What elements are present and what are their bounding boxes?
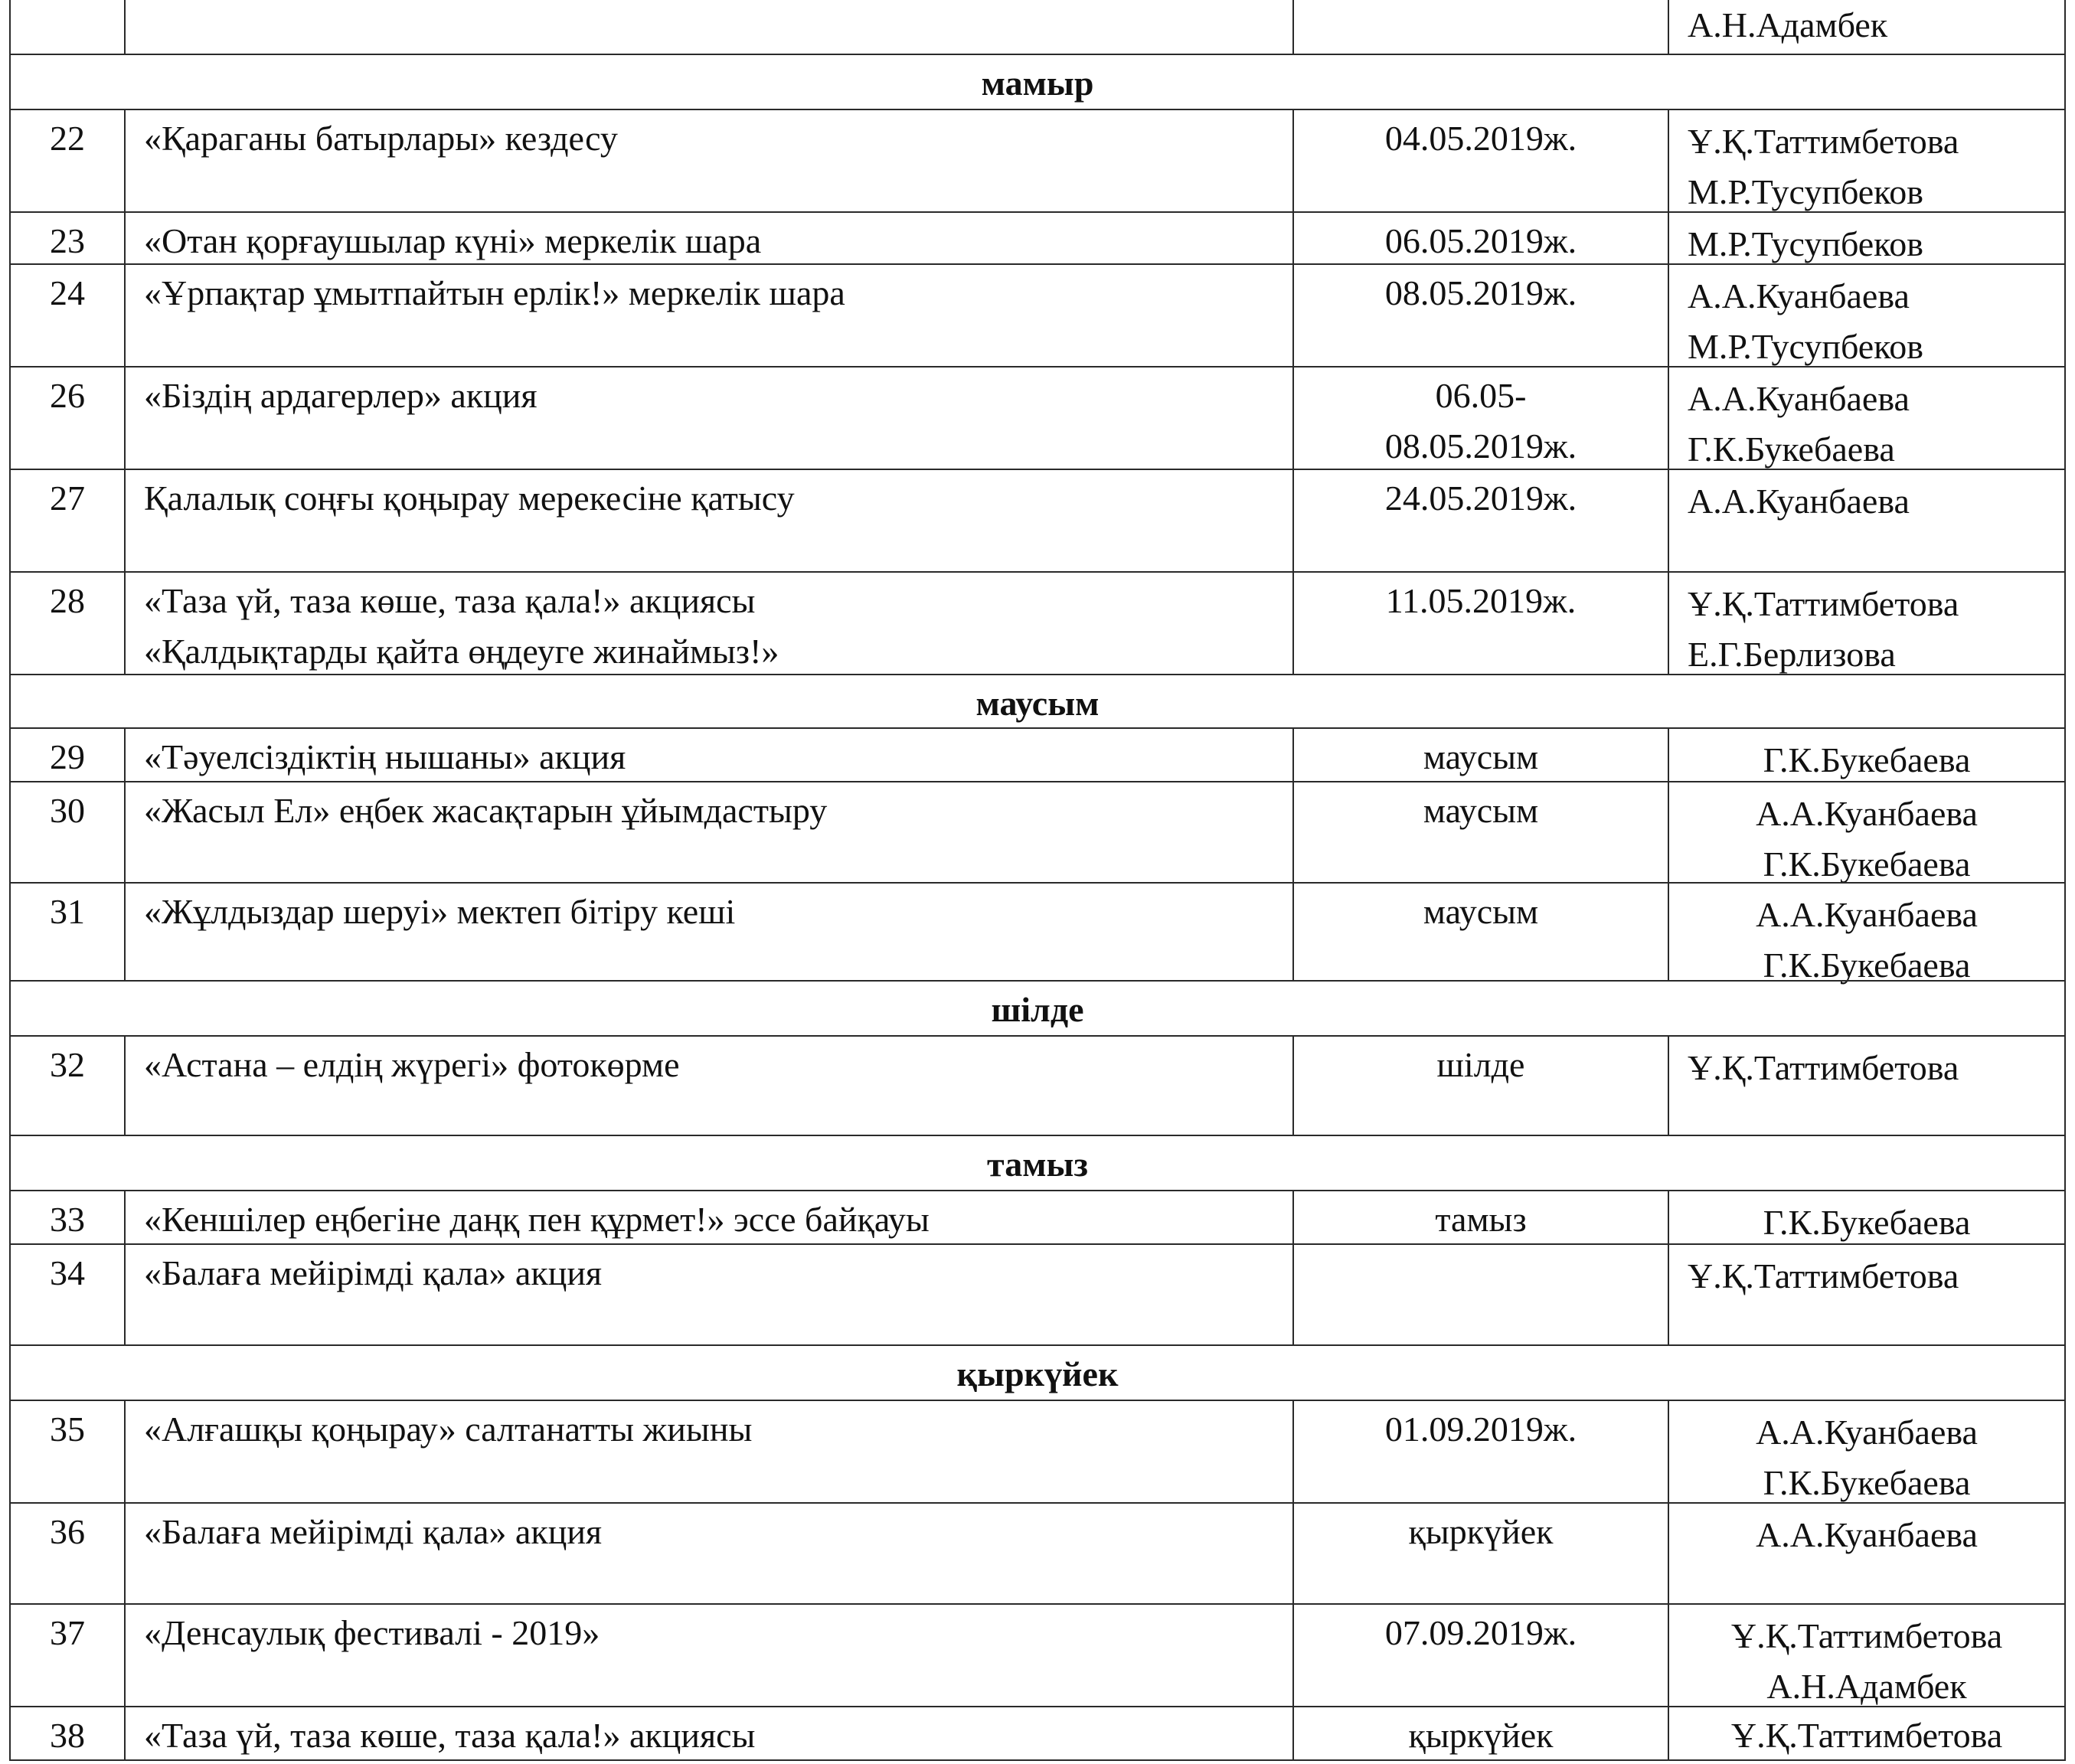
row-event-cell [124,781,1294,884]
row-responsible-cell [1668,211,2066,265]
row-responsible-cell [1668,109,2066,213]
responsible-name: А.Н.Адамбек [1688,5,1888,44]
event-text: Қалалық соңғы қоңырау мерекесіне қатысу [144,479,795,518]
row-event-cell [124,571,1294,675]
row-num-cell [9,1502,126,1605]
event-date: қыркүйек [1408,1512,1554,1551]
row-number: 38 [50,1716,85,1755]
responsible-name: А.А.Куанбаева [1756,1413,1978,1452]
event-date: 24.05.2019ж. [1384,479,1577,518]
responsible-name: М.Р.Тусупбеков [1688,224,1923,263]
row-responsible-cell [1668,781,2066,884]
row-date-cell [1292,1035,1669,1136]
event-text: «Таза үй, таза көше, таза қала!» акциясы [144,1716,756,1755]
event-date: қыркүйек [1408,1716,1554,1755]
row-event-cell [124,882,1294,982]
month-header-may [9,54,2066,110]
month-header-july [9,980,2066,1037]
event-date: маусым [1423,892,1539,931]
event-text: «Тәуелсіздіктің нышаны» акция [144,737,626,776]
row-responsible-cell [1668,1243,2066,1346]
event-date: шілде [1436,1045,1525,1084]
responsible-name: М.Р.Тусупбеков [1688,172,1923,211]
row-responsible-cell [1668,1035,2066,1136]
event-text: «Таза үй, таза көше, таза қала!» акциясы [144,581,756,620]
month-label: қыркүйек [956,1354,1119,1393]
top-row-num-cell [9,0,126,55]
row-num-cell [9,882,126,982]
row-number: 28 [50,581,85,620]
row-number: 27 [50,479,85,518]
row-date-cell [1292,727,1669,782]
row-date-cell [1292,263,1669,368]
row-event-cell [124,1400,1294,1504]
row-num-cell [9,1400,126,1504]
responsible-name: А.А.Куанбаева [1756,895,1978,934]
row-number: 34 [50,1253,85,1292]
event-text: «Балаға мейірімді қала» акция [144,1512,603,1551]
row-num-cell [9,469,126,573]
responsible-name: Ұ.Қ.Таттимбетова [1688,584,1959,623]
responsible-name: Ұ.Қ.Таттимбетова [1688,1048,1959,1087]
row-date-cell [1292,1502,1669,1605]
row-num-cell [9,1706,126,1761]
row-responsible-cell [1668,882,2066,985]
responsible-name: Г.К.Букебаева [1763,1203,1971,1242]
event-text: «Денсаулық фестивалі - 2019» [144,1613,600,1652]
responsible-name: Ұ.Қ.Таттимбетова [1730,1616,2003,1655]
event-date: 08.05.2019ж. [1384,426,1577,466]
event-text: «Қараганы батырлары» кездесу [144,119,618,158]
row-num-cell [9,263,126,368]
row-date-cell [1292,211,1669,265]
row-num-cell [9,727,126,782]
row-num-cell [9,1243,126,1346]
row-date-cell [1292,469,1669,573]
event-date: 01.09.2019ж. [1384,1410,1577,1449]
row-date-cell [1292,366,1669,470]
row-responsible-cell [1668,263,2066,368]
row-date-cell [1292,1243,1669,1346]
responsible-name: Е.Г.Берлизова [1688,635,1896,674]
event-text: «Алғашқы қоңырау» салтанатты жиыны [144,1410,753,1449]
responsible-name: Г.К.Букебаева [1763,1463,1971,1502]
row-event-cell [124,211,1294,265]
event-text: «Кеншілер еңбегіне даңқ пен құрмет!» эссе байқауы [144,1200,930,1239]
responsible-name: А.А.Куанбаева [1688,379,1910,418]
row-responsible-cell [1668,1190,2066,1245]
event-text: «Біздің ардагерлер» акция [144,376,538,415]
month-label: мамыр [981,64,1094,103]
event-date: тамыз [1435,1200,1527,1239]
responsible-name: Г.К.Букебаева [1763,946,1971,985]
row-responsible-cell [1668,1706,2066,1761]
month-header-august [9,1135,2066,1191]
row-responsible-cell [1668,1400,2066,1504]
row-event-cell [124,109,1294,213]
row-responsible-cell [1668,571,2066,675]
row-number: 30 [50,791,85,830]
event-text: «Балаға мейірімді қала» акция [144,1253,603,1292]
responsible-name: Ұ.Қ.Таттимбетова [1730,1716,2003,1755]
row-num-cell [9,211,126,265]
row-num-cell [9,781,126,884]
row-event-cell [124,1190,1294,1245]
responsible-name: А.А.Куанбаева [1756,1515,1978,1554]
month-label: маусым [975,684,1100,723]
event-date: 04.05.2019ж. [1384,119,1577,158]
event-text: «Астана – елдің жүрегі» фотокөрме [144,1045,680,1084]
row-number: 22 [50,119,85,158]
row-event-cell [124,366,1294,470]
row-number: 29 [50,737,85,776]
event-date: 11.05.2019ж. [1385,581,1577,620]
month-label: шілде [991,990,1084,1029]
event-date: маусым [1423,791,1539,830]
row-responsible-cell [1668,727,2066,782]
row-event-cell [124,1243,1294,1346]
event-text: «Қалдықтарды қайта өңдеуге жинаймыз!» [144,632,779,671]
row-responsible-cell [1668,366,2066,470]
event-date: маусым [1423,737,1539,776]
row-date-cell [1292,1603,1669,1707]
row-number: 32 [50,1045,85,1084]
month-header-june [9,674,2066,729]
row-responsible-cell [1668,469,2066,573]
row-event-cell [124,1706,1294,1761]
responsible-name: Г.К.Букебаева [1688,430,1895,469]
row-number: 31 [50,892,85,931]
row-num-cell [9,366,126,470]
row-number: 33 [50,1200,85,1239]
row-event-cell [124,727,1294,782]
row-event-cell [124,1035,1294,1136]
row-number: 23 [50,221,85,260]
row-date-cell [1292,882,1669,982]
row-date-cell [1292,1706,1669,1761]
row-number: 37 [50,1613,85,1652]
top-row-event-cell [124,0,1294,55]
event-text: «Отан қорғаушылар күні» меркелік шара [144,221,762,260]
row-number: 24 [50,273,85,312]
row-date-cell [1292,1400,1669,1504]
row-number: 35 [50,1410,85,1449]
responsible-name: Ұ.Қ.Таттимбетова [1688,1256,1959,1295]
row-date-cell [1292,781,1669,884]
row-num-cell [9,1190,126,1245]
row-num-cell [9,1035,126,1136]
top-row-date-cell [1292,0,1669,55]
responsible-name: Г.К.Букебаева [1763,844,1971,884]
responsible-name: А.А.Куанбаева [1688,482,1910,521]
event-date: 06.05.2019ж. [1384,221,1577,260]
responsible-name: А.А.Куанбаева [1688,276,1910,315]
row-date-cell [1292,571,1669,675]
row-num-cell [9,1603,126,1707]
row-event-cell [124,1502,1294,1605]
month-header-september [9,1344,2066,1401]
event-text: «Ұрпақтар ұмытпайтын ерлік!» меркелік шара [144,273,845,312]
row-event-cell [124,263,1294,368]
event-date: 08.05.2019ж. [1384,273,1577,312]
row-date-cell [1292,109,1669,213]
row-responsible-cell [1668,1603,2066,1707]
top-row-responsible-cell [1668,0,2066,55]
event-date: 06.05- [1435,376,1527,415]
responsible-name: Ұ.Қ.Таттимбетова [1688,122,1959,161]
month-label: тамыз [987,1145,1088,1184]
event-date: 07.09.2019ж. [1384,1613,1577,1652]
row-number: 26 [50,376,85,415]
row-event-cell [124,469,1294,573]
row-number: 36 [50,1512,85,1551]
event-text: «Жұлдыздар шеруі» мектеп бітіру кеші [144,892,736,931]
row-num-cell [9,571,126,675]
responsible-name: А.А.Куанбаева [1756,794,1978,833]
responsible-name: Г.К.Букебаева [1763,740,1971,779]
row-num-cell [9,109,126,213]
responsible-name: А.Н.Адамбек [1766,1667,1967,1706]
row-event-cell [124,1603,1294,1707]
responsible-name: М.Р.Тусупбеков [1688,327,1923,366]
event-text: «Жасыл Ел» еңбек жасақтарын ұйымдастыру [144,791,828,830]
row-date-cell [1292,1190,1669,1245]
row-responsible-cell [1668,1502,2066,1605]
